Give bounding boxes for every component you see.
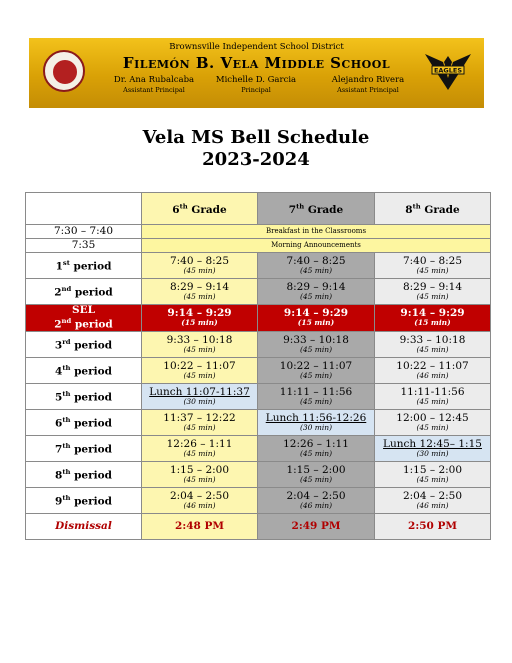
- time-cell: [258, 331, 375, 357]
- duration: (45 min): [299, 292, 333, 301]
- duration: (45 min): [299, 448, 333, 458]
- table-row: [26, 435, 491, 461]
- time-cell: [142, 357, 258, 383]
- time-range: Lunch 12:45– 1:15: [383, 437, 482, 450]
- duration: (30 min): [416, 448, 449, 458]
- duration: (15 min): [414, 318, 451, 328]
- grade-6-header: 6th Grade: [142, 193, 258, 225]
- grade-7-header: 7th Grade: [258, 193, 375, 225]
- time-cell: [258, 435, 375, 461]
- admin-name: Alejandro Rivera: [331, 75, 405, 85]
- time-cell: [258, 461, 375, 487]
- table-row: [26, 253, 491, 279]
- admin-3: [313, 75, 423, 95]
- time-cell: [258, 279, 375, 305]
- time-cell: [375, 409, 491, 435]
- time-range: 2:04 – 2:50: [286, 489, 346, 502]
- header-blank: [26, 193, 142, 225]
- time-range: 11:11 – 11:56: [279, 385, 353, 398]
- announcements-row: [26, 239, 491, 253]
- time-range: 10:22 – 11:07: [279, 359, 353, 372]
- time-cell: [258, 253, 375, 279]
- time-cell: [142, 409, 258, 435]
- lunch-cell: [258, 409, 375, 435]
- breakfast-row: [26, 225, 491, 239]
- sel-row: [26, 305, 491, 332]
- table-row: [26, 461, 491, 487]
- duration: (46 min): [183, 500, 216, 510]
- dismissal-time: 2:48 PM: [142, 513, 258, 539]
- time-cell: [258, 305, 375, 332]
- time-range: 2:04 – 2:50: [169, 489, 230, 502]
- dismissal-time: 2:50 PM: [375, 513, 491, 539]
- page-title: [0, 127, 512, 171]
- table-row: [26, 409, 491, 435]
- time-range: 1:15 – 2:00: [402, 463, 463, 476]
- duration: (45 min): [299, 396, 333, 406]
- period-label: 9th period: [26, 487, 142, 513]
- breakfast-banner: Breakfast in the Classrooms: [142, 225, 491, 239]
- grade-8-header: 8th Grade: [375, 193, 491, 225]
- duration: (45 min): [416, 422, 449, 432]
- time-range: 9:33 – 10:18: [166, 333, 233, 346]
- header-banner: [29, 38, 484, 108]
- dismissal-row: [26, 513, 491, 539]
- time-range: 10:22 – 11:07: [396, 359, 469, 372]
- time-range: 1:15 – 2:00: [169, 463, 230, 476]
- time-cell: [142, 487, 258, 513]
- time-cell: [375, 461, 491, 487]
- time-range: 12:00 – 12:45: [396, 411, 469, 424]
- duration: (15 min): [181, 318, 218, 328]
- duration: (45 min): [416, 396, 449, 406]
- admin-1: [99, 75, 209, 95]
- time-range: 7:40 – 8:25: [402, 255, 463, 267]
- period-label: 6th period: [26, 409, 142, 435]
- time-range: 12:26 – 1:11: [283, 437, 349, 450]
- duration: (45 min): [416, 266, 449, 275]
- admin-role: Principal: [241, 86, 271, 94]
- time-range: 11:11-11:56: [400, 385, 465, 398]
- time-cell: [142, 435, 258, 461]
- period-label: 4th period: [26, 357, 142, 383]
- duration: (46 min): [416, 500, 449, 510]
- time-range: 8:29 – 9:14: [169, 281, 230, 293]
- admin-name: Dr. Ana Rubalcaba: [113, 75, 195, 85]
- admin-role: Assistant Principal: [337, 86, 399, 94]
- time-range: Lunch 11:07-11:37: [149, 385, 250, 398]
- duration: (45 min): [416, 292, 449, 301]
- time-cell: [375, 253, 491, 279]
- duration: (45 min): [299, 344, 333, 354]
- duration: (15 min): [297, 318, 335, 328]
- sel-label: SEL: [72, 304, 95, 316]
- time-cell: [375, 487, 491, 513]
- time-cell: [258, 357, 375, 383]
- table-row: [26, 331, 491, 357]
- sel-sublabel: 2nd period: [54, 317, 113, 331]
- time-range: 2:04 – 2:50: [402, 489, 463, 502]
- duration: (45 min): [183, 422, 216, 432]
- time-range: 11:37 – 12:22: [163, 411, 236, 424]
- logo-text: EAGLES: [433, 66, 463, 75]
- period-label: 7th period: [26, 435, 142, 461]
- duration: (30 min): [183, 396, 216, 406]
- period-label: 1st period: [26, 253, 142, 279]
- period-label: 3rd period: [26, 331, 142, 357]
- announcements-banner: Morning Announcements: [142, 239, 491, 253]
- dismissal-label: Dismissal: [26, 513, 142, 539]
- time-range: 9:14 – 9:29: [283, 307, 349, 320]
- time-cell: [375, 383, 491, 409]
- duration: (45 min): [299, 474, 333, 484]
- table-header-row: [26, 193, 491, 225]
- time-range: 7:40 – 8:25: [169, 255, 230, 267]
- school-name: Filemón B. Vela Middle School: [122, 54, 391, 72]
- time-cell: [258, 487, 375, 513]
- table-row: [26, 357, 491, 383]
- duration: (46 min): [299, 500, 333, 510]
- duration: (45 min): [299, 266, 333, 275]
- duration: (45 min): [416, 474, 449, 484]
- bell-schedule-table: [25, 192, 491, 540]
- table-row: [26, 279, 491, 305]
- eagles-logo-icon: [423, 48, 473, 94]
- title-line-2: 2023-2024: [202, 149, 310, 170]
- time-range: 9:14 – 9:29: [167, 307, 232, 320]
- period-label: 5th period: [26, 383, 142, 409]
- period-label: [26, 305, 142, 332]
- duration: (46 min): [416, 370, 449, 380]
- time-cell: [142, 253, 258, 279]
- admin-2: [201, 75, 311, 95]
- time-cell: [142, 331, 258, 357]
- time-range: 8:29 – 9:14: [286, 281, 346, 293]
- time-cell: [142, 305, 258, 332]
- time-cell: [258, 383, 375, 409]
- time-range: 7:40 – 8:25: [286, 255, 346, 267]
- time-cell: [375, 331, 491, 357]
- duration: (45 min): [183, 474, 216, 484]
- duration: (45 min): [183, 266, 216, 275]
- lunch-cell: [375, 435, 491, 461]
- breakfast-time: 7:30 – 7:40: [26, 225, 142, 239]
- duration: (45 min): [416, 344, 449, 354]
- duration: (45 min): [299, 370, 333, 380]
- time-cell: [375, 357, 491, 383]
- district-name: Brownsville Independent School District: [169, 42, 344, 52]
- period-label: 8th period: [26, 461, 142, 487]
- time-range: 12:26 – 1:11: [166, 437, 233, 450]
- time-range: 1:15 – 2:00: [286, 463, 346, 476]
- time-cell: [142, 461, 258, 487]
- table-row: [26, 487, 491, 513]
- duration: (45 min): [183, 370, 216, 380]
- admin-name: Michelle D. Garcia: [215, 75, 297, 85]
- duration: (45 min): [183, 344, 216, 354]
- title-line-1: Vela MS Bell Schedule: [142, 127, 370, 148]
- lunch-cell: [142, 383, 258, 409]
- duration: (30 min): [299, 422, 333, 432]
- time-range: 9:33 – 10:18: [283, 333, 349, 346]
- time-range: Lunch 11:56-12:26: [265, 411, 367, 424]
- announcements-time: 7:35: [26, 239, 142, 253]
- time-range: 9:33 – 10:18: [399, 333, 466, 346]
- table-row: [26, 383, 491, 409]
- time-range: 9:14 – 9:29: [400, 307, 465, 320]
- admin-role: Assistant Principal: [123, 86, 185, 94]
- time-cell: [375, 279, 491, 305]
- time-cell: [375, 305, 491, 332]
- time-range: 8:29 – 9:14: [402, 281, 463, 293]
- period-label: 2nd period: [26, 279, 142, 305]
- dismissal-time: 2:49 PM: [258, 513, 375, 539]
- time-cell: [142, 279, 258, 305]
- time-range: 10:22 – 11:07: [163, 359, 236, 372]
- duration: (45 min): [183, 292, 216, 301]
- duration: (45 min): [183, 448, 216, 458]
